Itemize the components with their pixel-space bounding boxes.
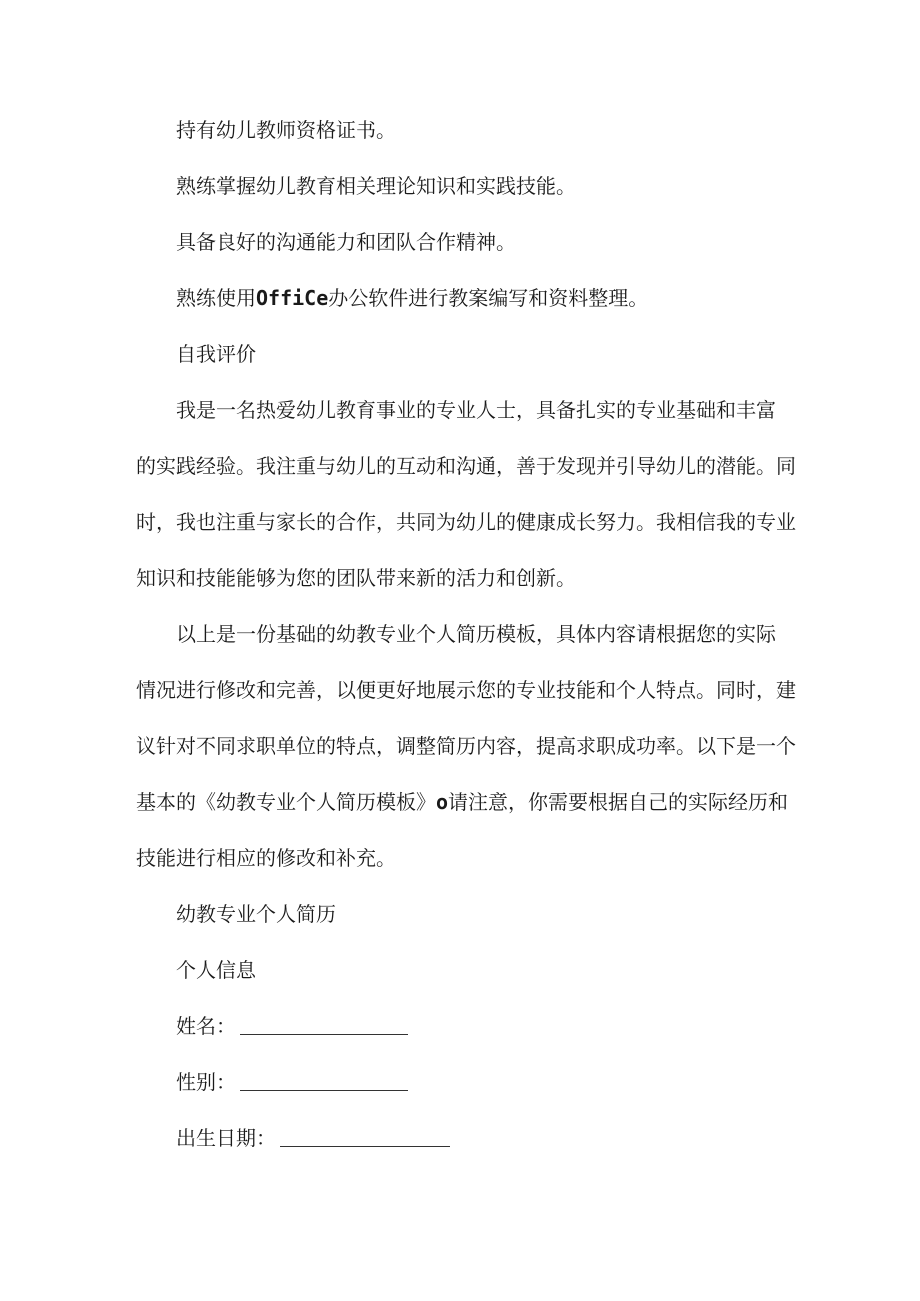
self-eval-line-2: 的实践经验。我注重与幼儿的互动和沟通，善于发现并引导幼儿的潜能。同 <box>136 454 796 478</box>
intro-line-3: 议针对不同求职单位的特点，调整简历内容，提高求职成功率。以下是一个 <box>136 734 796 758</box>
intro-line-2: 情况进行修改和完善，以便更好地展示您的专业技能和个人特点。同时，建 <box>136 678 796 702</box>
name-field <box>176 1012 836 1040</box>
name-blank-line[interactable] <box>240 1014 408 1035</box>
office-line-suffix: 办公软件进行教案编写和资料整理。 <box>328 286 649 310</box>
intro-line-5: 技能进行相应的修改和补充。 <box>136 846 396 870</box>
birth-date-field <box>176 1124 836 1152</box>
intro-line-4-prefix: 基本的《幼教专业个人简历模板》 <box>136 790 436 814</box>
intro-line-1: 以上是一份基础的幼教专业个人简历模板，具体内容请根据您的实际 <box>176 622 776 646</box>
office-word: OffiCe <box>256 286 329 310</box>
gender-field <box>176 1068 836 1096</box>
intro-line-4-mark: o <box>436 790 449 814</box>
skill-item-communication: 具备良好的沟通能力和团队合作精神。 <box>176 230 516 254</box>
self-eval-line-4: 知识和技能能够为您的团队带来新的活力和创新。 <box>136 566 576 590</box>
gender-label: 性别： <box>176 1070 236 1094</box>
skill-item-office <box>176 284 836 312</box>
skill-item-certificate: 持有幼儿教师资格证书。 <box>176 118 396 142</box>
skill-item-theory: 熟练掌握幼儿教育相关理论知识和实践技能。 <box>176 174 576 198</box>
self-evaluation-heading: 自我评价 <box>176 342 256 366</box>
office-line-prefix: 熟练使用 <box>176 286 256 310</box>
self-eval-line-1: 我是一名热爱幼儿教育事业的专业人士，具备扎实的专业基础和丰富 <box>176 398 776 422</box>
self-eval-line-3: 时，我也注重与家长的合作，共同为幼儿的健康成长努力。我相信我的专业 <box>136 510 796 534</box>
name-label: 姓名： <box>176 1014 236 1038</box>
intro-line-4-suffix: 请注意，你需要根据自己的实际经历和 <box>448 790 789 814</box>
intro-line-4 <box>136 788 796 816</box>
resume-title: 幼教专业个人简历 <box>176 902 336 926</box>
birth-date-blank-line[interactable] <box>280 1126 450 1147</box>
birth-date-label: 出生日期： <box>176 1126 276 1150</box>
gender-blank-line[interactable] <box>240 1070 408 1091</box>
personal-info-heading: 个人信息 <box>176 958 256 982</box>
